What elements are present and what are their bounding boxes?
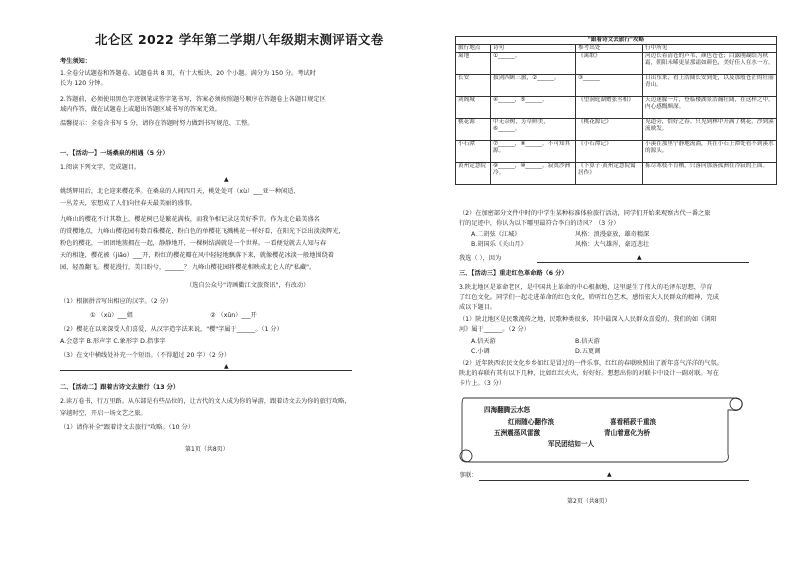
seen-cell: 拣尽寒枝不肯栖，只落向那落孤洲在冷寂的上面。	[643, 163, 777, 185]
passage-line: 粉色的樱花，一团团地簇拥在一起，静静地开，一棵树结满就是一个世界。一看便觉就去人知与春	[60, 240, 327, 247]
sub-question: （1）请你补全"跟着诗文去旅行"攻略。（10 分）	[60, 424, 194, 431]
source-cell[interactable]: ③______	[576, 75, 643, 97]
section-heading: 一、【活动一】一场桑泉的相遇（5 分）	[60, 150, 169, 157]
place-cell: 桃花源	[456, 119, 491, 141]
place-cell: 篱地	[456, 53, 491, 75]
page-footer: 第2页（共8页）	[567, 498, 611, 505]
exam-page-2	[397, 0, 794, 562]
seen-cell: 日出东来，看上浩阔长安到处，以及那般苍茫的壮丽青山。	[643, 75, 777, 97]
table-row	[456, 53, 777, 75]
question-stem: 穿越时空，开启一场文艺之旅。	[60, 410, 147, 417]
option-style: 风格：浪漫豪放，雄奇精深	[575, 231, 650, 238]
sub-question: 陕北的春联有其有以下几种，比如红红火火，好好好。想想出你的对联卡中设计一副对联。写在	[459, 370, 719, 377]
poem-cell[interactable]: ⑨______，⑩______。寂寞沙洲冷。	[491, 163, 576, 185]
poem-cell[interactable]: ④______，⑤______。	[491, 97, 576, 119]
couplet-line: 青山着意化为桥	[604, 429, 651, 437]
place-cell: 黄州定慧院	[456, 163, 491, 185]
section-heading: 二、【活动二】跟着古诗文去旅行（13 分）	[60, 384, 180, 391]
section-heading: 三、【活动三】重走红色革命路（6 分）	[459, 270, 568, 277]
table-title: "跟着诗文去旅行"攻略	[456, 37, 777, 45]
passage-line: 天的相逢，樱花被（jiǎo）___开，粉红的樱花瓣在风中轻轻地飘落下来，就像樱花冰淡一般地围绕着	[60, 252, 334, 259]
table-header-row	[456, 45, 777, 53]
table-row	[456, 75, 777, 97]
question-stem: 3.陕北地区是革命老区，是中国共上革命的中心根据地，这里诞生了伟大的毛泽东思想，孕育	[459, 284, 713, 291]
triangle-mark-icon: ▲	[224, 363, 229, 370]
seen-cell: 见道旁，恰好之春。只见到林中开满了桃花，沙到溪流映发。	[643, 119, 777, 141]
notice-line: 域内作答，做在试题卷上或超出答题区域书写的答案无效。	[60, 106, 221, 113]
sub-question: 卡片上。（3 分）	[459, 380, 506, 387]
question-stem: 了红色文化。同学们一起走进革命的红色文化，聆听红色艺术，感悟宏大人民群众的精神，完成	[459, 294, 719, 301]
option-item: A.信天游	[471, 338, 496, 345]
column-header: 参考出处	[576, 45, 643, 53]
option-item: D.五更调	[575, 348, 601, 355]
answer-line[interactable]	[60, 370, 352, 371]
column-header: 旅行地点	[456, 45, 491, 53]
passage-line: 一丛芳天，宏想成了人们向往春天最美丽的盛事。	[60, 200, 197, 207]
passage-line: 园，轻盈翻飞。樱花漫行，美目盼兮，______？ 九峰山樱花园将樱花相映成北仑人的"私藏"。	[60, 264, 316, 271]
question-stem: 1.阅读下列文字，完成题目。	[60, 164, 141, 171]
sub-question: （2）近年陕西农民文化乡乡如红是冒过的一件乐事，红红的春联映照出了新年喜气洋洋的气氛。	[459, 360, 723, 367]
couplet-scroll-card	[454, 392, 746, 466]
option-item: B.胡国乐《关山月》	[471, 241, 527, 248]
table-row	[456, 97, 777, 119]
option-item: A.二胡弦《江城》	[471, 231, 521, 238]
seen-cell: 天边迷朦一片，登临楼湖景浩瀚壮阔，在这样之中，内心感慨颇深。	[643, 97, 777, 119]
poem-cell[interactable]: ⑦______，⑧______。不可知其源。	[491, 141, 576, 163]
passage-line: 的赏樱地点，九峰山樱花园有数百株樱花，粉白色的单樱花飞溅桃花一样好看，在阳光下泛出淡淡辉光，	[60, 228, 345, 235]
sub-question: 河》属于______。（2 分）	[459, 326, 530, 333]
sub-question: （3）在文中横线处补充一个短语。（不得超过 20 字）（2 分）	[60, 352, 231, 359]
sub-question: （2）在加密部分文件中时的中学生某种标准体验旅行活动，同学们开始来观察古代一番之旅	[459, 210, 711, 217]
answer-label: 事联：	[459, 472, 478, 479]
couplet-line: 军民团结如一人	[548, 440, 595, 448]
question-stem: 2.读万卷书，行万里路。从东部是有些品位的，让古代的文人成为你的导游，跟着诗文去为你的旅行攻略，	[60, 398, 351, 405]
couplet-line: 五洲震荡风雷激	[494, 429, 541, 437]
seen-cell: 河边长着清苍的芦苇，颜色苍苍；白露刚凝结为秋霜，朝阳未晞更显那霜如颜色，美好佳人在水一方。	[643, 53, 777, 75]
notice-line: 2.答题前，必须使用黑色字迹钢笔或签字笔书写，答案必须按照题号顺序在答题卷上各题目规定区	[60, 96, 326, 103]
poem-cell[interactable]: 拔剑四顾三旅，②______。	[491, 75, 576, 97]
triangle-mark-icon: ▲	[607, 471, 612, 478]
answer-blank[interactable]: ① （xù）___姐	[90, 312, 133, 319]
source-cell: 《篱歌》	[576, 53, 643, 75]
poem-cell[interactable]: 中无杂树，芳草鲜美，⑥______。	[491, 119, 576, 141]
exam-title: 北仑区 2022 学年第二学期八年级期末测评语文卷	[95, 32, 384, 47]
couplet-line: 红雨随心翻作浪	[508, 418, 555, 426]
sub-question: （2）樱花在以来深受人们喜爱，从汉字造字法来说，"樱"字属于______。（1 分）	[60, 326, 283, 333]
poem-cell[interactable]: ①______。	[491, 53, 576, 75]
source-cell: 《望洞庭湖赠张丞相》	[576, 97, 643, 119]
passage-line: 姚绣辉用后，北仑迎来樱花季。在桑泉的人间四月天，桃处处可（xù）___亚一种闲适、	[60, 188, 300, 195]
page-footer: 第1页（共8页）	[185, 446, 229, 453]
answer-line[interactable]	[479, 480, 749, 481]
sub-question: （1）根据拼音写出相应的汉字。（2 分）	[60, 298, 172, 305]
place-cell: 小石潭	[456, 141, 491, 163]
column-header: 行中所见	[643, 45, 777, 53]
notice-line: 1.全卷分试题卷和答题卷。试题卷共 8 页，有十大板块、20 个小题。满分为 150 分。考试时	[60, 70, 316, 77]
travel-guide-table	[455, 36, 777, 185]
triangle-mark-icon: ▲	[637, 254, 642, 261]
answer-line[interactable]	[537, 262, 749, 263]
table-row	[456, 141, 777, 163]
passage-line: 九峰山的樱花不计其数上，樱花树已是繁花满枝，而我争相记录这美好季节。作为北仑最美盛名	[60, 216, 320, 223]
table-row	[456, 119, 777, 141]
place-cell: 剑阁城	[456, 97, 491, 119]
source-cell: 《桃花源记》	[576, 119, 643, 141]
couplet-line: 喜看稻菽千重浪	[610, 418, 657, 426]
column-header: 诗句	[491, 45, 576, 53]
triangle-mark-icon: ▲	[224, 176, 229, 183]
table-row	[456, 163, 777, 185]
source-cell: 《小石潭记》	[576, 141, 643, 163]
source-cell: 《卜算子·黄州定慧院寓居作》	[576, 163, 643, 185]
seen-cell: 小溪在那里宁静地流淌，其在小石上潭处看不到溪水的源头。	[643, 141, 777, 163]
option-item: B.信天游	[575, 338, 600, 345]
notice-heading: 考生须知：	[60, 58, 91, 65]
sub-question: （1）陕北地区是民歌流传之地，民歌种类很多，其中最深入人民群众喜爱的，我们的如《浏阳	[459, 316, 717, 323]
couplet-line: 四海翻腾云水怒	[484, 406, 531, 414]
sub-question: 行的足迹中，你认为以下哪里最符合李白的诗风？（3 分）	[459, 220, 620, 227]
answer-options: A.会意字 B.形声字 C.象形字 D.指事字	[60, 338, 166, 345]
choice-prompt: 我选（ ），因为	[459, 255, 502, 262]
passage-source: （选自公众号"诗画衢江文旅资讯"，有改动）	[186, 282, 310, 289]
option-item: C.小调	[471, 348, 490, 355]
place-cell: 长安	[456, 75, 491, 97]
option-style: 风格：大气雄浑，豪迈悲壮	[575, 241, 650, 248]
notice-line: 长为 120 分钟。	[60, 80, 107, 87]
answer-blank[interactable]: ② （xūn）___开	[210, 312, 257, 319]
notice-line: 温馨提示：全卷含书写 5 分，请你在答题时努力做到书写规范、工整。	[60, 120, 254, 127]
question-stem: 成以下题目。	[459, 304, 497, 311]
